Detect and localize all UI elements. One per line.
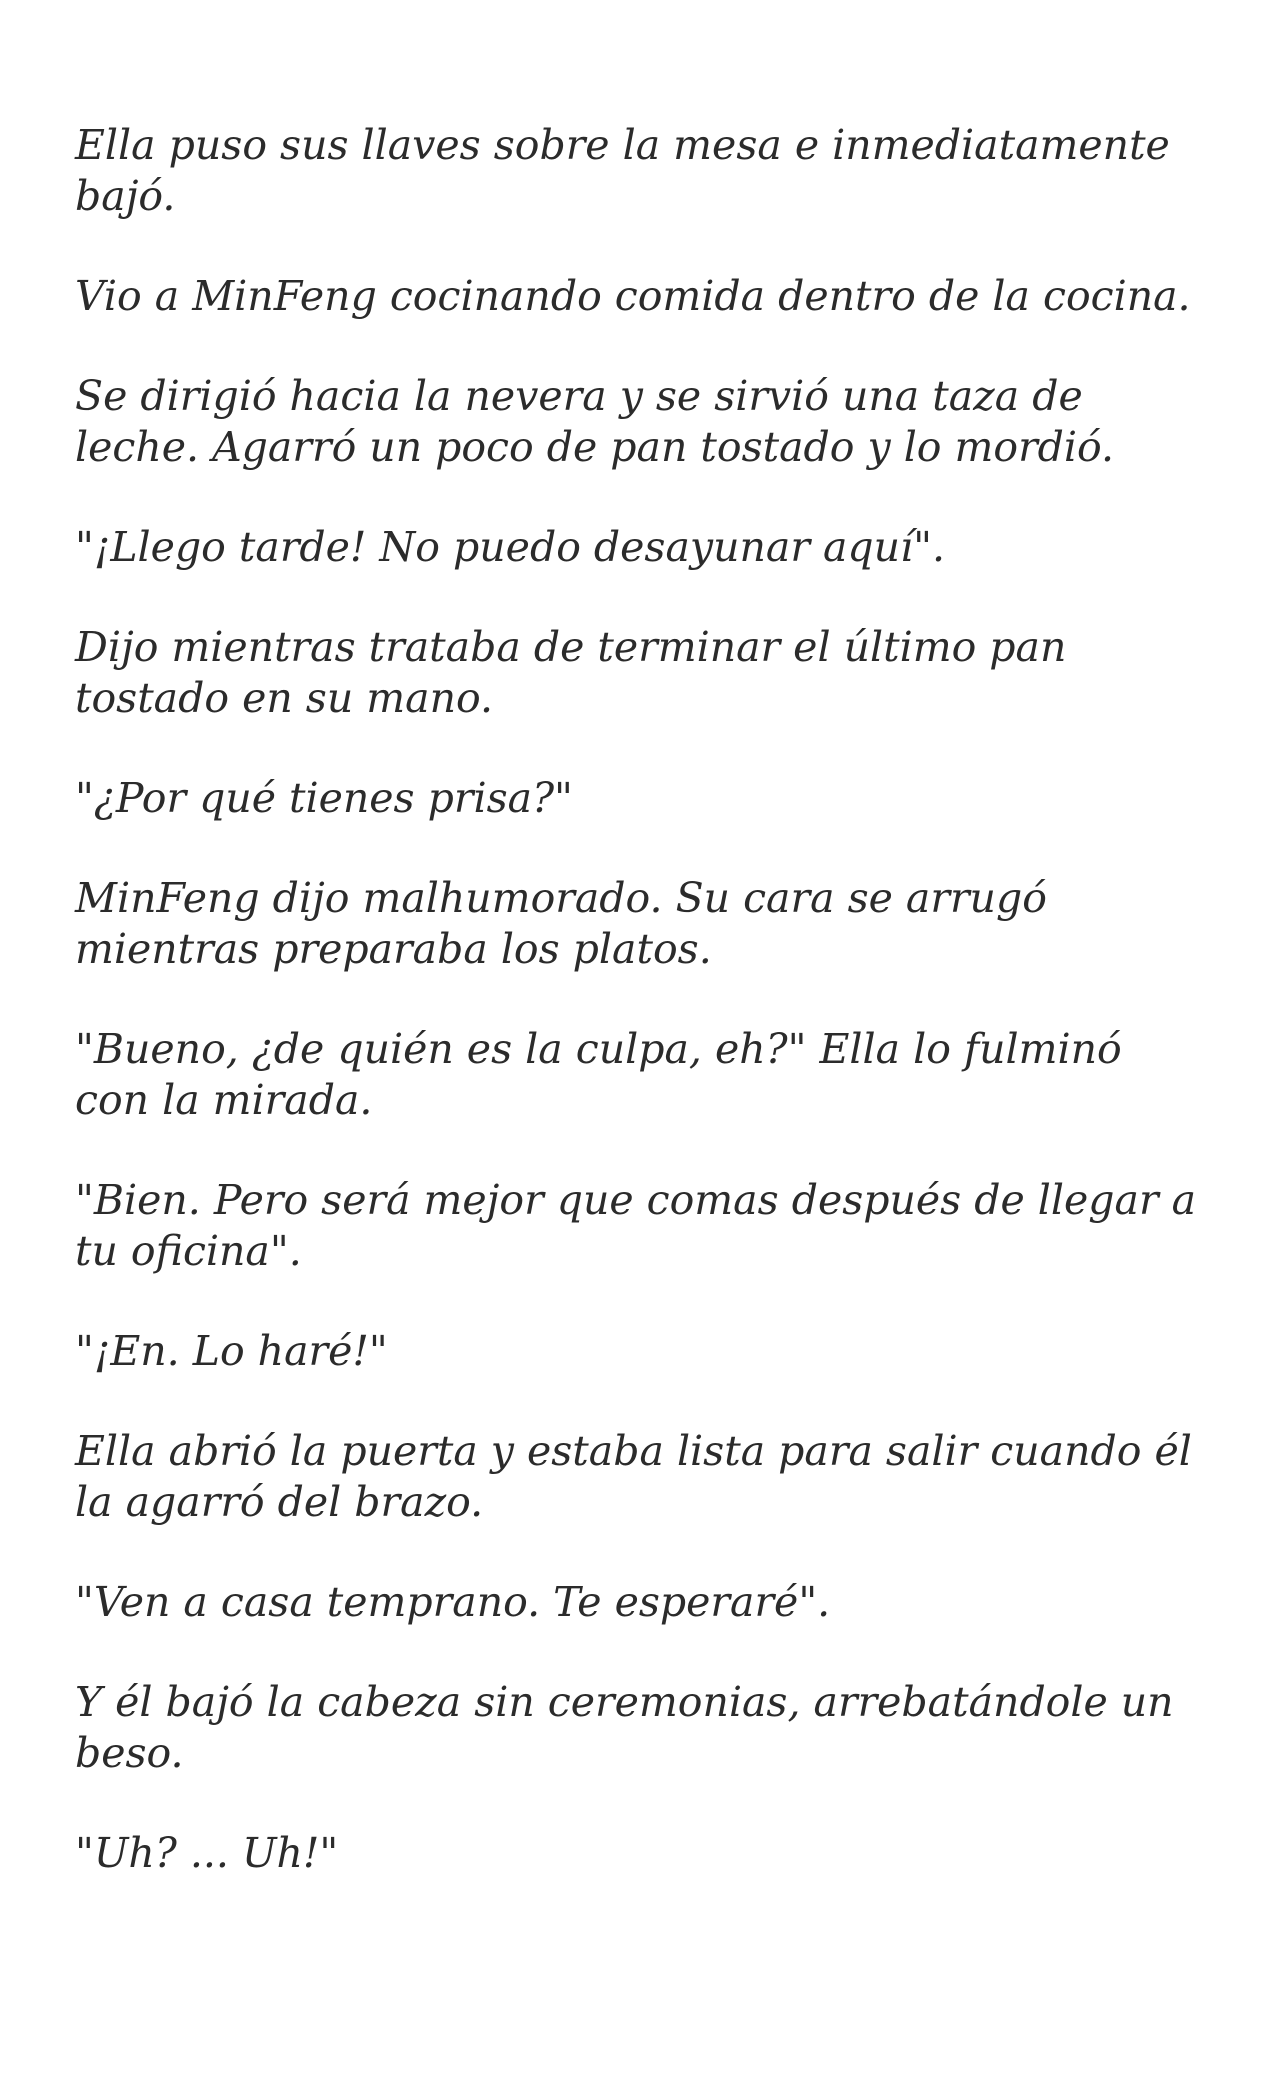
story-paragraph: "Bueno, ¿de quién es la culpa, eh?" Ella lo fulminó con la mirada.: [75, 1025, 1122, 1124]
story-paragraph: Y él bajó la cabeza sin ceremonias, arrebatándole un beso.: [75, 1678, 1174, 1777]
story-paragraph: "¡Llego tarde! No puedo desayunar aquí".: [75, 523, 946, 571]
story-paragraph: "Ven a casa temprano. Te esperaré".: [75, 1578, 831, 1626]
story-paragraph: "¿Por qué tienes prisa?": [75, 774, 573, 822]
story-paragraph: Ella puso sus llaves sobre la mesa e inmediatamente bajó.: [75, 121, 1170, 220]
story-text: [75, 120, 1205, 1928]
story-paragraph: "¡En. Lo haré!": [75, 1327, 388, 1375]
story-paragraph: Ella abrió la puerta y estaba lista para salir cuando él la agarró del brazo.: [75, 1427, 1192, 1526]
story-paragraph: Se dirigió hacia la nevera y se sirvió una taza de leche. Agarró un poco de pan tostado y lo mordió.: [75, 372, 1115, 471]
story-paragraph: Vio a MinFeng cocinando comida dentro de la cocina.: [75, 272, 1191, 320]
story-paragraph: "Uh? ... Uh!": [75, 1829, 339, 1877]
story-paragraph: MinFeng dijo malhumorado. Su cara se arrugó mientras preparaba los platos.: [75, 874, 1047, 973]
story-paragraph: Dijo mientras trataba de terminar el último pan tostado en su mano.: [75, 623, 1067, 722]
story-paragraph: "Bien. Pero será mejor que comas después de llegar a tu oficina".: [75, 1176, 1197, 1275]
